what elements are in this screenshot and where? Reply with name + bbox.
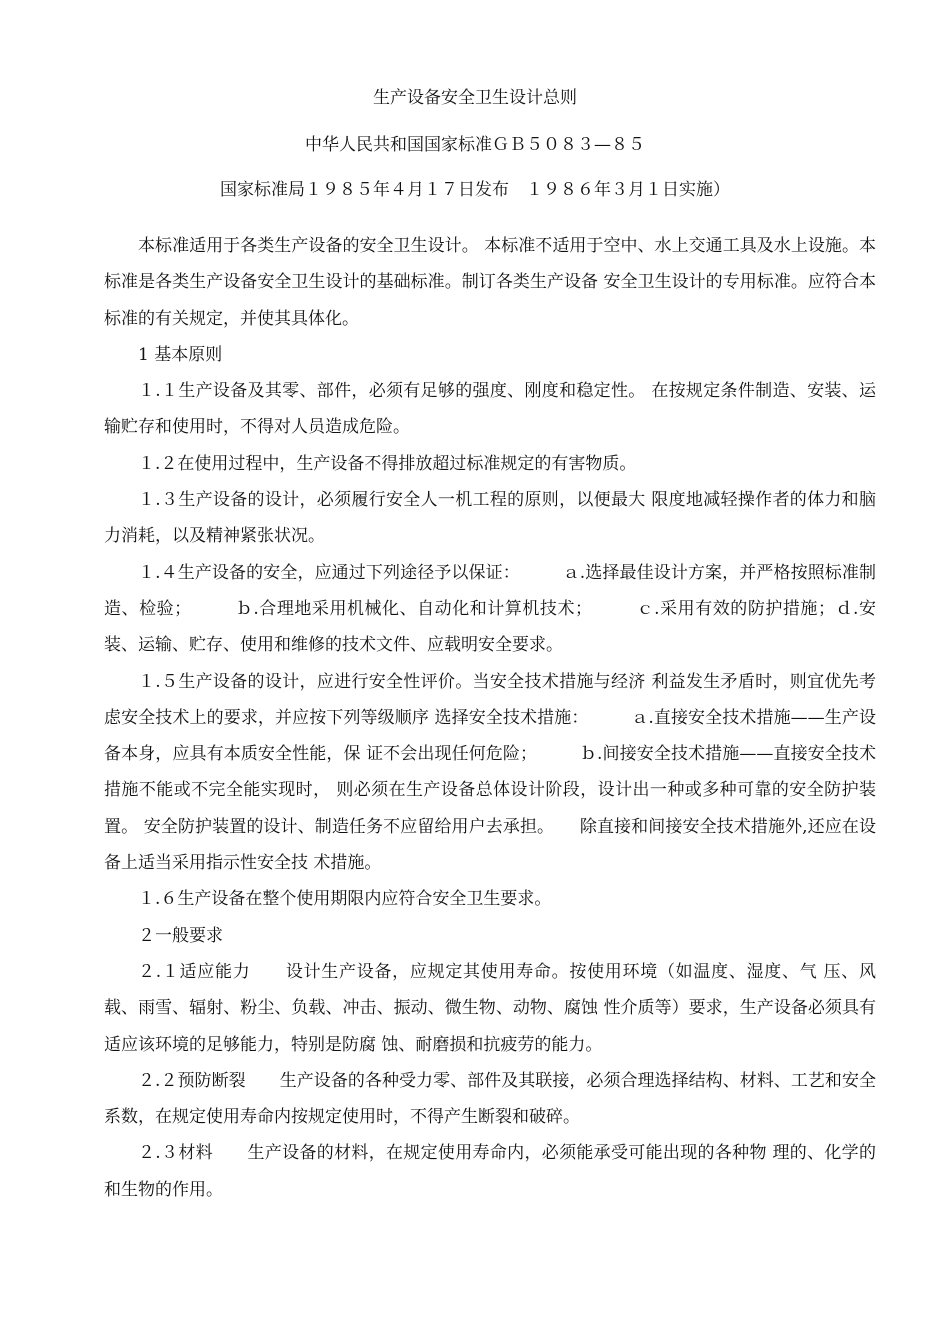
document-title: 生产设备安全卫生设计总则 (373, 88, 577, 108)
clause-1-1: １.１生产设备及其零、部件，必须有足够的强度、刚度和稳定性。 在按规定条件制造、安装、运输贮存和使用时，不得对人员造成危险。 (104, 381, 876, 438)
clause-1-5: １.５生产设备的设计，应进行安全性评价。当安全技术措施与经济 利益发生矛盾时，则宜优先考虑安全技术上的要求，并应按下列等级顺序 选择安全技术措施： ａ.直接安全技术措施——生产设备本身，应具有本质安全性能，保 证不会出现任何危险； ｂ.间接安全技术措施——直接安全技术措施不能或不完全能实现时， 则必须在生产设备总体设计阶段，设计出一种或多种可靠的安全防护装置。 安全防护装置的设计、制造任务不应留给用户去承担。 除直接和间接安全技术措施外,还应在设备上适当采用指示性安全技 术措施。 (104, 671, 876, 874)
intro-paragraph: 本标准适用于各类生产设备的安全卫生设计。 本标准不适用于空中、水上交通工具及水上设施。本标准是各类生产设备安全卫生设计的基础标准。制订各类生产设备 安全卫生设计的专用标准。应符合本标准的有关规定，并使其具体化。 (104, 236, 876, 329)
clause-2-1: ２.１适应能力 设计生产设备，应规定其使用寿命。按使用环境（如温度、湿度、气 压、风载、雨雪、辐射、粉尘、负载、冲击、振动、微生物、动物、腐蚀 性介质等）要求，生产设备必须具有适应该环境的足够能力，特别是防腐 蚀、耐磨损和抗疲劳的能力。 (104, 961, 876, 1055)
document-body (104, 228, 876, 1208)
section-heading-2: ２一般要求 (138, 925, 223, 946)
clause-2-3: ２.３材料 生产设备的材料，在规定使用寿命内，必须能承受可能出现的各种物 理的、化学的和生物的作用。 (104, 1143, 876, 1200)
document-subtitle: 中华人民共和国国家标准ＧＢ５０８３—８５ (305, 135, 645, 155)
clause-1-4: １.４生产设备的安全，应通过下列途径予以保证： ａ.选择最佳设计方案，并严格按照标准制造、检验； ｂ.合理地采用机械化、自动化和计算机技术； ｃ.采用有效的防护措施；ｄ.安装、运输、贮存、使用和维修的技术文件、应载明安全要求。 (104, 562, 876, 656)
issue-line: 国家标准局１９８５年４月１７日发布 １９８６年３月１日实施） (220, 180, 730, 200)
section-heading-1: 1 基本原则 (138, 344, 223, 365)
clause-1-6: １.６生产设备在整个使用期限内应符合安全卫生要求。 (138, 889, 552, 910)
clause-1-2: １.２在使用过程中，生产设备不得排放超过标准规定的有害物质。 (138, 453, 637, 474)
clause-2-2: ２.２预防断裂 生产设备的各种受力零、部件及其联接，必须合理选择结构、材料、工艺和安全系数，在规定使用寿命内按规定使用时，不得产生断裂和破碎。 (104, 1070, 876, 1128)
clause-1-3: １.３生产设备的设计，必须履行安全人一机工程的原则，以便最大 限度地减轻操作者的体力和脑力消耗，以及精神紧张状况。 (104, 490, 876, 547)
